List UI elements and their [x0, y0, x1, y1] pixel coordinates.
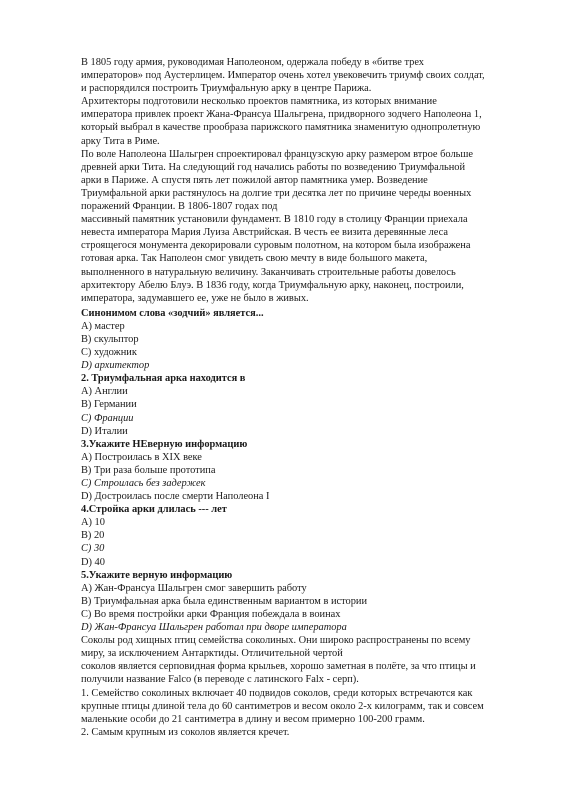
- document-page: [81, 56, 527, 739]
- passage-line: В 1805 году армия, руководимая Наполеоном, одержала победу в «битве трех: [81, 57, 425, 68]
- question-title: 4.Стройка арки длилась --- лет: [81, 504, 227, 516]
- question-title: 5.Укажите верную информацию: [81, 569, 233, 581]
- answer-option: А) 10: [81, 517, 105, 529]
- answer-option: D) архитектор: [81, 360, 150, 372]
- answer-option: D) Жан-Франсуа Шальгрен работал при дворе императора: [81, 622, 347, 634]
- passage-line: поражений Франции. В 1806-1807 годах под: [81, 201, 278, 213]
- question-3: [81, 438, 527, 503]
- question-2: [81, 372, 527, 437]
- passage-line: невеста императора Мария Луиза Австрийская. В честь ее визита деревянные леса: [81, 227, 449, 239]
- answer-option: А) Построилась в XIX веке: [81, 451, 202, 463]
- answer-option: В) Триумфальная арка была единственным вариантом в истории: [81, 595, 368, 607]
- question-title: 2. Триумфальная арка находится в: [81, 373, 246, 385]
- passage-line: получили название Falco (в переводе с латинского Falx - серп).: [81, 674, 359, 686]
- passage-line: арку Тита в Риме.: [81, 135, 160, 147]
- passage-line: императора привлек проект Жана-Франсуа Шальгрена, придворного зодчего Наполеона 1,: [81, 109, 482, 121]
- answer-option: С) Франции: [81, 412, 134, 424]
- answer-option: В) Три раза больше прототипа: [81, 464, 216, 476]
- answer-option: С) Строилась без задержек: [81, 478, 206, 489]
- question-4: [81, 503, 527, 568]
- answer-option: D) Достроилась после смерти Наполеона I: [81, 491, 270, 503]
- passage-line: маленькие особи до 21 сантиметра в длину и весом примерно 100-200 грамм.: [81, 713, 425, 725]
- passage-line: готовая арка. Так Наполеон смог увидеть свою мечту в виде большого макета,: [81, 253, 428, 265]
- answer-option: А) Жан-Франсуа Шальгрен смог завершить работу: [81, 582, 307, 594]
- answer-option: С) 30: [81, 543, 105, 555]
- passage-falcons: [81, 634, 527, 739]
- answer-option: А) мастер: [81, 320, 125, 332]
- passage-line: и распорядился построить Триумфальную арку в центре Парижа.: [81, 83, 372, 95]
- passage-line: арки в Париже. А спустя пять лет пожилой автор памятника умер. Возведение: [81, 174, 428, 186]
- passage-line: Соколы род хищных птиц семейства соколиных. Они широко распространены по всему: [81, 635, 471, 647]
- passage-line: Триумфальной арки растянулось на долгие три десятка лет по причине череды военных: [81, 187, 472, 199]
- passage-line: 2. Самым крупным из соколов является кречет.: [81, 726, 290, 738]
- passage-line: который выбрал в качестве прообраза парижского памятника знаменитую однопролетную: [81, 122, 481, 134]
- question-title: Синонимом слова «зодчий» является...: [81, 307, 264, 319]
- passage-line: выполненного в натуральную величину. Заканчивать строительные работы довелось: [81, 266, 456, 278]
- questions-block: [81, 307, 527, 634]
- question-5: [81, 569, 527, 634]
- passage-line: строящегося монумента декорировали суровым полотном, на котором была изображена: [81, 240, 471, 252]
- question-1: [81, 307, 527, 372]
- answer-option: D) 40: [81, 556, 105, 568]
- answer-option: С) художник: [81, 347, 137, 359]
- passage-line: миру, за исключением Антарктиды. Отличительной чертой: [81, 648, 343, 660]
- passage-line: соколов является серповидная форма крыльев, хорошо заметная в полёте, за что птицы и: [81, 661, 476, 673]
- passage-line: архитектору Абелю Блуэ. В 1836 году, когда Триумфальную арку, наконец, построили,: [81, 279, 464, 291]
- question-title: 3.Укажите НЕверную информацию: [81, 438, 248, 450]
- passage-line: крупные птицы длиной тела до 60 сантиметров и весом около 2-х килограмм, так и совсем: [81, 700, 484, 712]
- answer-option: В) скульптор: [81, 333, 139, 345]
- answer-option: D) Италии: [81, 425, 128, 437]
- passage-line: По воле Наполеона Шальгрен спроектировал французскую арку размером втрое больше: [81, 148, 474, 160]
- passage-line: массивный памятник установили фундамент. В 1810 году в столицу Франции приехала: [81, 214, 468, 226]
- passage-line: императора, задумавшего ее, уже не было в живых.: [81, 292, 309, 304]
- passage-line: императоров» под Аустерлицем. Император очень хотел увековечить триумф своих солдат,: [81, 70, 485, 82]
- passage-line: Архитекторы подготовили несколько проектов памятника, из которых внимание: [81, 96, 437, 108]
- answer-option: С) Во время постройки арки Франция побеждала в воинах: [81, 608, 341, 620]
- answer-option: В) Германии: [81, 399, 137, 411]
- passage-arc-de-triomphe: [81, 56, 527, 305]
- passage-line: древней арки Тита. На следующий год начались работы по возведению Триумфальной: [81, 161, 466, 173]
- answer-option: В) 20: [81, 530, 105, 542]
- passage-line: 1. Семейство соколиных включает 40 подвидов соколов, среди которых встречаются как: [81, 687, 473, 699]
- answer-option: А) Англии: [81, 386, 128, 398]
